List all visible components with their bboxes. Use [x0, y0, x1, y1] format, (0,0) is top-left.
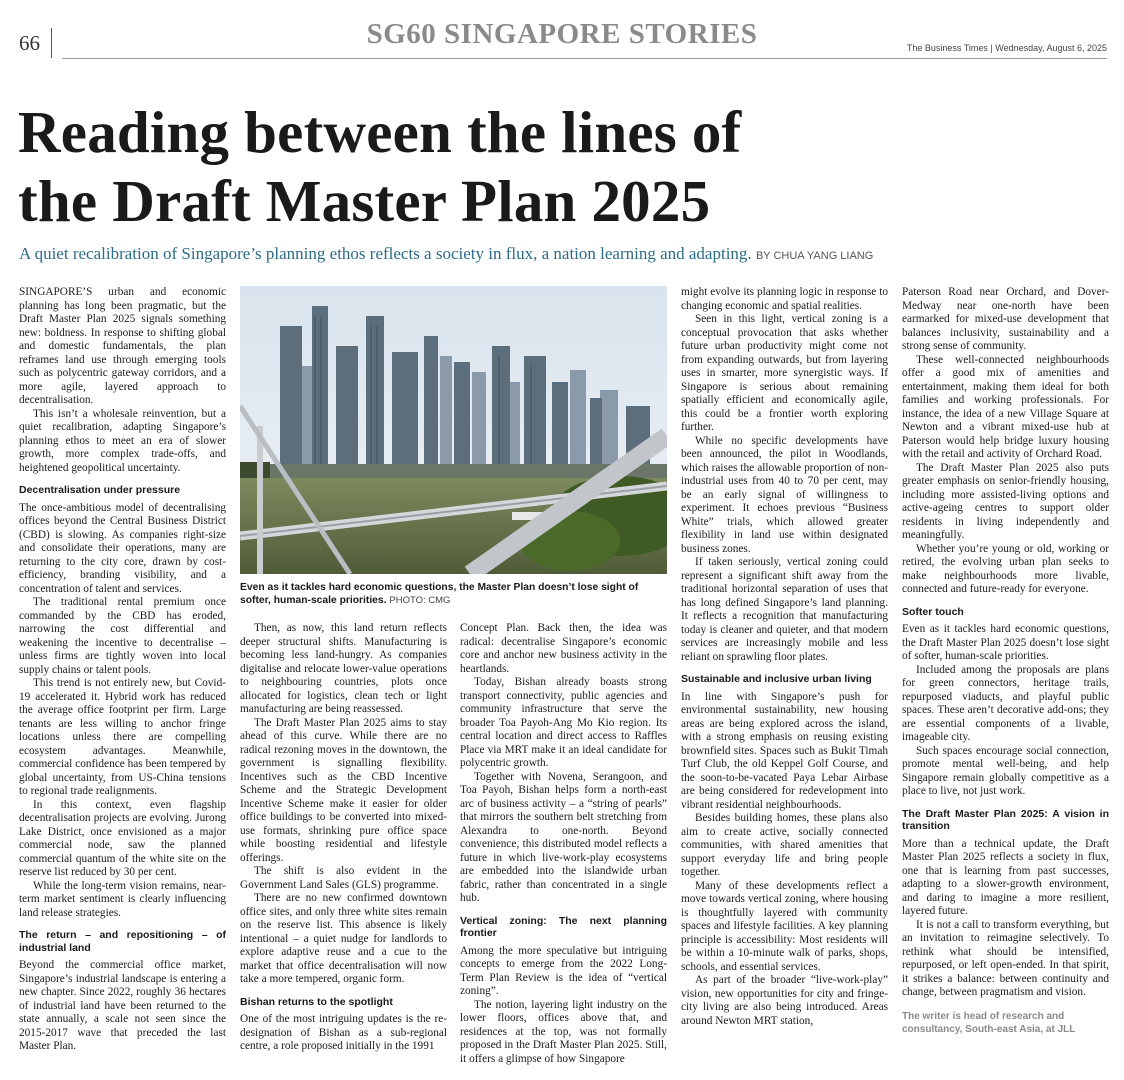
paragraph: Today, Bishan already boasts strong transport connectivity, public agencies and community infrastructure that serve the broader Toa Payoh-Ang Mo Kio region. Its central location and direct access to Raffles Place via MRT make it an ideal candidate for polycentric growth.: [460, 676, 667, 769]
subheading-bishan: Bishan returns to the spotlight: [240, 995, 393, 1008]
byline: BY CHUA YANG LIANG: [755, 250, 874, 262]
paragraph: might evolve its planning logic in response to changing economic and spatial realities.: [681, 286, 888, 312]
paragraph: More than a technical update, the Draft Master Plan 2025 reflects a society in flux, one that is learning from past successes, adapting to a slower-growth environment, and daring to imagine a more resilient, layered future.: [902, 837, 1109, 917]
standfirst: [19, 244, 1109, 264]
photo-credit: PHOTO: CMG: [389, 594, 451, 606]
paragraph: Even as it tackles hard economic questions, the Draft Master Plan 2025 doesn’t lose sight of softer, human-scale priorities.: [902, 623, 1109, 662]
paragraph: It is not a call to transform everything, but an invitation to reimagine selectively. To rethink what should be intensified, repurposed, or left open-ended. In that spirit, it strikes a balance: between continuity and change, between pragmatism and vision.: [902, 918, 1109, 998]
paragraph: SINGAPORE’S urban and economic planning has long been pragmatic, but the Draft Master Plan 2025 signals something new: boldness. In response to shifting global and domestic fundamentals, the plan reframes land use through emerging tools such as polycentric gateway corridors, and a more agile, layered approach to decentralisation.: [19, 286, 226, 406]
paragraph: Seen in this light, vertical zoning is a conceptual provocation that asks whether future urban productivity might come not from expanding outwards, but from layering uses in smarter, more synergistic ways. If Singapore is serious about remaining spatially efficient and economically agile, this could be a frontier worth exploring further.: [681, 313, 888, 433]
standfirst-text: A quiet recalibration of Singapore’s planning ethos reflects a society in flux, a nation learning and adapting.: [19, 244, 752, 263]
paragraph: In line with Singapore’s push for environmental sustainability, new housing areas are being explored across the island, with a strong emphasis on reusing existing brownfield sites. Spaces such as Bukit Timah Turf Club, the old Keppel Golf Course, and the soon-to-be-vacated Paya Lebar Airbase are being considered for redevelopment into vibrant residential neighbourhoods.: [681, 690, 888, 811]
writer-note: The writer is head of research and consultancy, South-east Asia, at JLL: [902, 1010, 1076, 1035]
paragraph: The Draft Master Plan 2025 also puts greater emphasis on senior-friendly housing, including more assisted-living options and active-ageing centres to support older residents in living independently and meaningfully.: [902, 461, 1109, 541]
paragraph: Concept Plan. Back then, the idea was radical: decentralise Singapore’s economic core and anchor new business activity in the heartlands.: [460, 622, 667, 675]
subheading-decentralisation: Decentralisation under pressure: [19, 484, 181, 496]
photo-caption-text: Even as it tackles hard economic questions, the Master Plan doesn’t lose sight of softer, human-scale priorities.: [240, 582, 639, 606]
paragraph: While the long-term vision remains, near-term market sentiment is clearly influencing land release strategies.: [19, 879, 226, 919]
paragraph: Beyond the commercial office market, Singapore’s industrial landscape is entering a new chapter. Since 2022, roughly 36 hectares of industrial land have been returned to the state annually, a scale not seen since the 2015-2017 wave that preceded the last Master Plan.: [19, 959, 226, 1052]
subheading-industrial-land: The return – and repositioning – of industrial land: [19, 929, 226, 954]
paragraph: This trend is not entirely new, but Covid-19 accelerated it. Hybrid work has reduced the average office footprint per firm. Large tenants are less willing to anchor fringe locations unless there are compelling ecosystem advantages. Meanwhile, commercial confidence has been tempered by global uncertainty, from US-China tensions to regional trade realignments.: [19, 677, 226, 797]
headline: [18, 98, 1018, 236]
paragraph: In this context, even flagship decentralisation projects are evolving. Jurong Lake District, once envisioned as a major commercial node, saw the planned commercial quantum of the white site on the reserve list reduced by 30 per cent.: [19, 798, 226, 878]
headline-line-2: the Draft Master Plan 2025: [18, 168, 711, 234]
paragraph: The traditional rental premium once commanded by the CBD has eroded, narrowing the cost differential and weakening the incentive to decentralise – unless firms are tightly woven into local supply chains or talent pools.: [19, 596, 226, 676]
page-number: 66: [19, 31, 40, 55]
article-column-1: [19, 286, 226, 1076]
paragraph: This isn’t a wholesale reinvention, but a quiet recalibration, adapting Singapore’s planning ethos to meet an era of slower growth, more complex trade-offs, and heightened geopolitical uncertainty.: [19, 407, 226, 474]
paragraph: Besides building homes, these plans also aim to create active, socially connected communities, with shared amenities that support everyday life and bring people together.: [681, 812, 888, 878]
article-column-4: [681, 286, 888, 1076]
paragraph: Many of these developments reflect a move towards vertical zoning, where housing is thoughtfully layered with community spaces and lifestyle facilities. A key planning principle is accessibility: Most residents will be within a 10-minute walk of parks, shops, schools, and essential services.: [681, 879, 888, 973]
photo-caption: [240, 582, 667, 607]
skyline-photo-illustration: [240, 286, 667, 574]
paragraph: If taken seriously, vertical zoning could represent a significant shift away from the traditional horizontal separation of uses that has long defined Singapore’s land planning. It reflects a recognition that manufacturing today is cleaner and quieter, and that modern services are increasingly mobile and less reliant on sprawling floor plates.: [681, 556, 888, 663]
paragraph: The notion, layering light industry on the lower floors, offices above that, and residences at the top, was not formally proposed in the Draft Master Plan 2025. Still, it offers a glimpse of how Singapore: [460, 998, 667, 1065]
paragraph: These well-connected neighbourhoods offer a good mix of amenities and entertainment, making them ideal for both families and working professionals. For instance, the idea of a new Village Square at Newton and a vibrant mixed-use hub at Paterson would help bridge luxury housing with the retail and activity of Orchard Road.: [902, 353, 1109, 460]
paragraph: There are no new confirmed downtown office sites, and only three white sites remain on the reserve list. This absence is likely intentional – a quiet nudge for landlords to explore adaptive reuse and a cue to the market that office decentralisation will now take a more tempered, organic form.: [240, 892, 447, 985]
article-column-2: [240, 622, 447, 1074]
article-column-3: [460, 622, 667, 1074]
section-title: SG60 SINGAPORE STORIES: [366, 18, 758, 50]
dateline: The Business Times | Wednesday, August 6, 2025: [906, 43, 1107, 53]
subheading-vertical-zoning: Vertical zoning: The next planning frontier: [460, 914, 667, 939]
paragraph: Included among the proposals are plans for green connectors, heritage trails, repurposed viaducts, and playful public spaces. These aren’t decorative add-ons; they are essential components of a livable, imageable city.: [902, 663, 1109, 743]
paragraph: Then, as now, this land return reflects deeper structural shifts. Manufacturing is becoming less land-hungry. As companies digitalise and relocate lower-value operations to neighbouring countries, plots once allocated for logistics, clean tech or light manufacturing are being reassessed.: [240, 622, 447, 715]
paragraph: The Draft Master Plan 2025 aims to stay ahead of this curve. While there are no radical rezoning moves in the downtown, the government is signalling flexibility. Incentives such as the CBD Incentive Scheme and the Strategic Development Incentive Scheme make it easier for older office buildings to be converted into mixed-use formats, shrinking pure office space while boosting residential and lifestyle offerings.: [240, 716, 447, 864]
paragraph: Such spaces encourage social connection, promote mental well-being, and help Singapore remain globally competitive as a place to live, not just work.: [902, 744, 1109, 797]
skyline-photo: [240, 286, 667, 574]
paragraph: While no specific developments have been announced, the pilot in Woodlands, which raises the allowable proportion of non-industrial uses from 40 to 70 per cent, may be an early signal of willingness to experiment. It echoes previous “Business White” trials, which allowed greater flexibility in land use within designated business zones.: [681, 434, 888, 555]
paragraph: Together with Novena, Serangoon, and Toa Payoh, Bishan helps form a north-east arc of business activity – a “string of pearls” that mirrors the southern belt stretching from Alexandra to one-north. Beyond convenience, this distributed model reflects a future in which live-work-play ecosystems are embedded into the islandwide urban fabric, rather than concentrated in a single hub.: [460, 770, 667, 904]
paragraph: Among the more speculative but intriguing concepts to emerge from the 2022 Long-Term Plan Review is the idea of “vertical zoning”.: [460, 944, 667, 997]
subheading-vision-in-transition: The Draft Master Plan 2025: A vision in transition: [902, 807, 1109, 832]
masthead-rule: [62, 58, 1107, 59]
article-column-5: [902, 286, 1109, 1076]
paragraph: As part of the broader “live-work-play” vision, new opportunities for city and fringe-city living are also being introduced. Areas around Newton MRT station,: [681, 974, 888, 1027]
paragraph: The shift is also evident in the Government Land Sales (GLS) programme.: [240, 865, 447, 891]
paragraph: One of the most intriguing updates is the re-designation of Bishan as a sub-regional centre, a role proposed initially in the 1991: [240, 1013, 447, 1052]
paragraph: Paterson Road near Orchard, and Dover-Medway near one-north have been earmarked for mixed-use development that balances inclusivity, sustainability and a strong sense of community.: [902, 286, 1109, 352]
headline-line-1: Reading between the lines of: [18, 99, 742, 165]
paragraph: Whether you’re young or old, working or retired, the evolving urban plan seeks to make neighbourhoods more livable, connected and future-ready for everyone.: [902, 542, 1109, 595]
paragraph: The once-ambitious model of decentralising offices beyond the Central Business District (CBD) is slowing. As companies right-size and consolidate their operations, many are returning to the city core, drawn by cost-efficiency, branding visibility, and a concentration of talent and services.: [19, 501, 226, 595]
subheading-sustainable-living: Sustainable and inclusive urban living: [681, 673, 872, 685]
subheading-softer-touch: Softer touch: [902, 605, 964, 618]
